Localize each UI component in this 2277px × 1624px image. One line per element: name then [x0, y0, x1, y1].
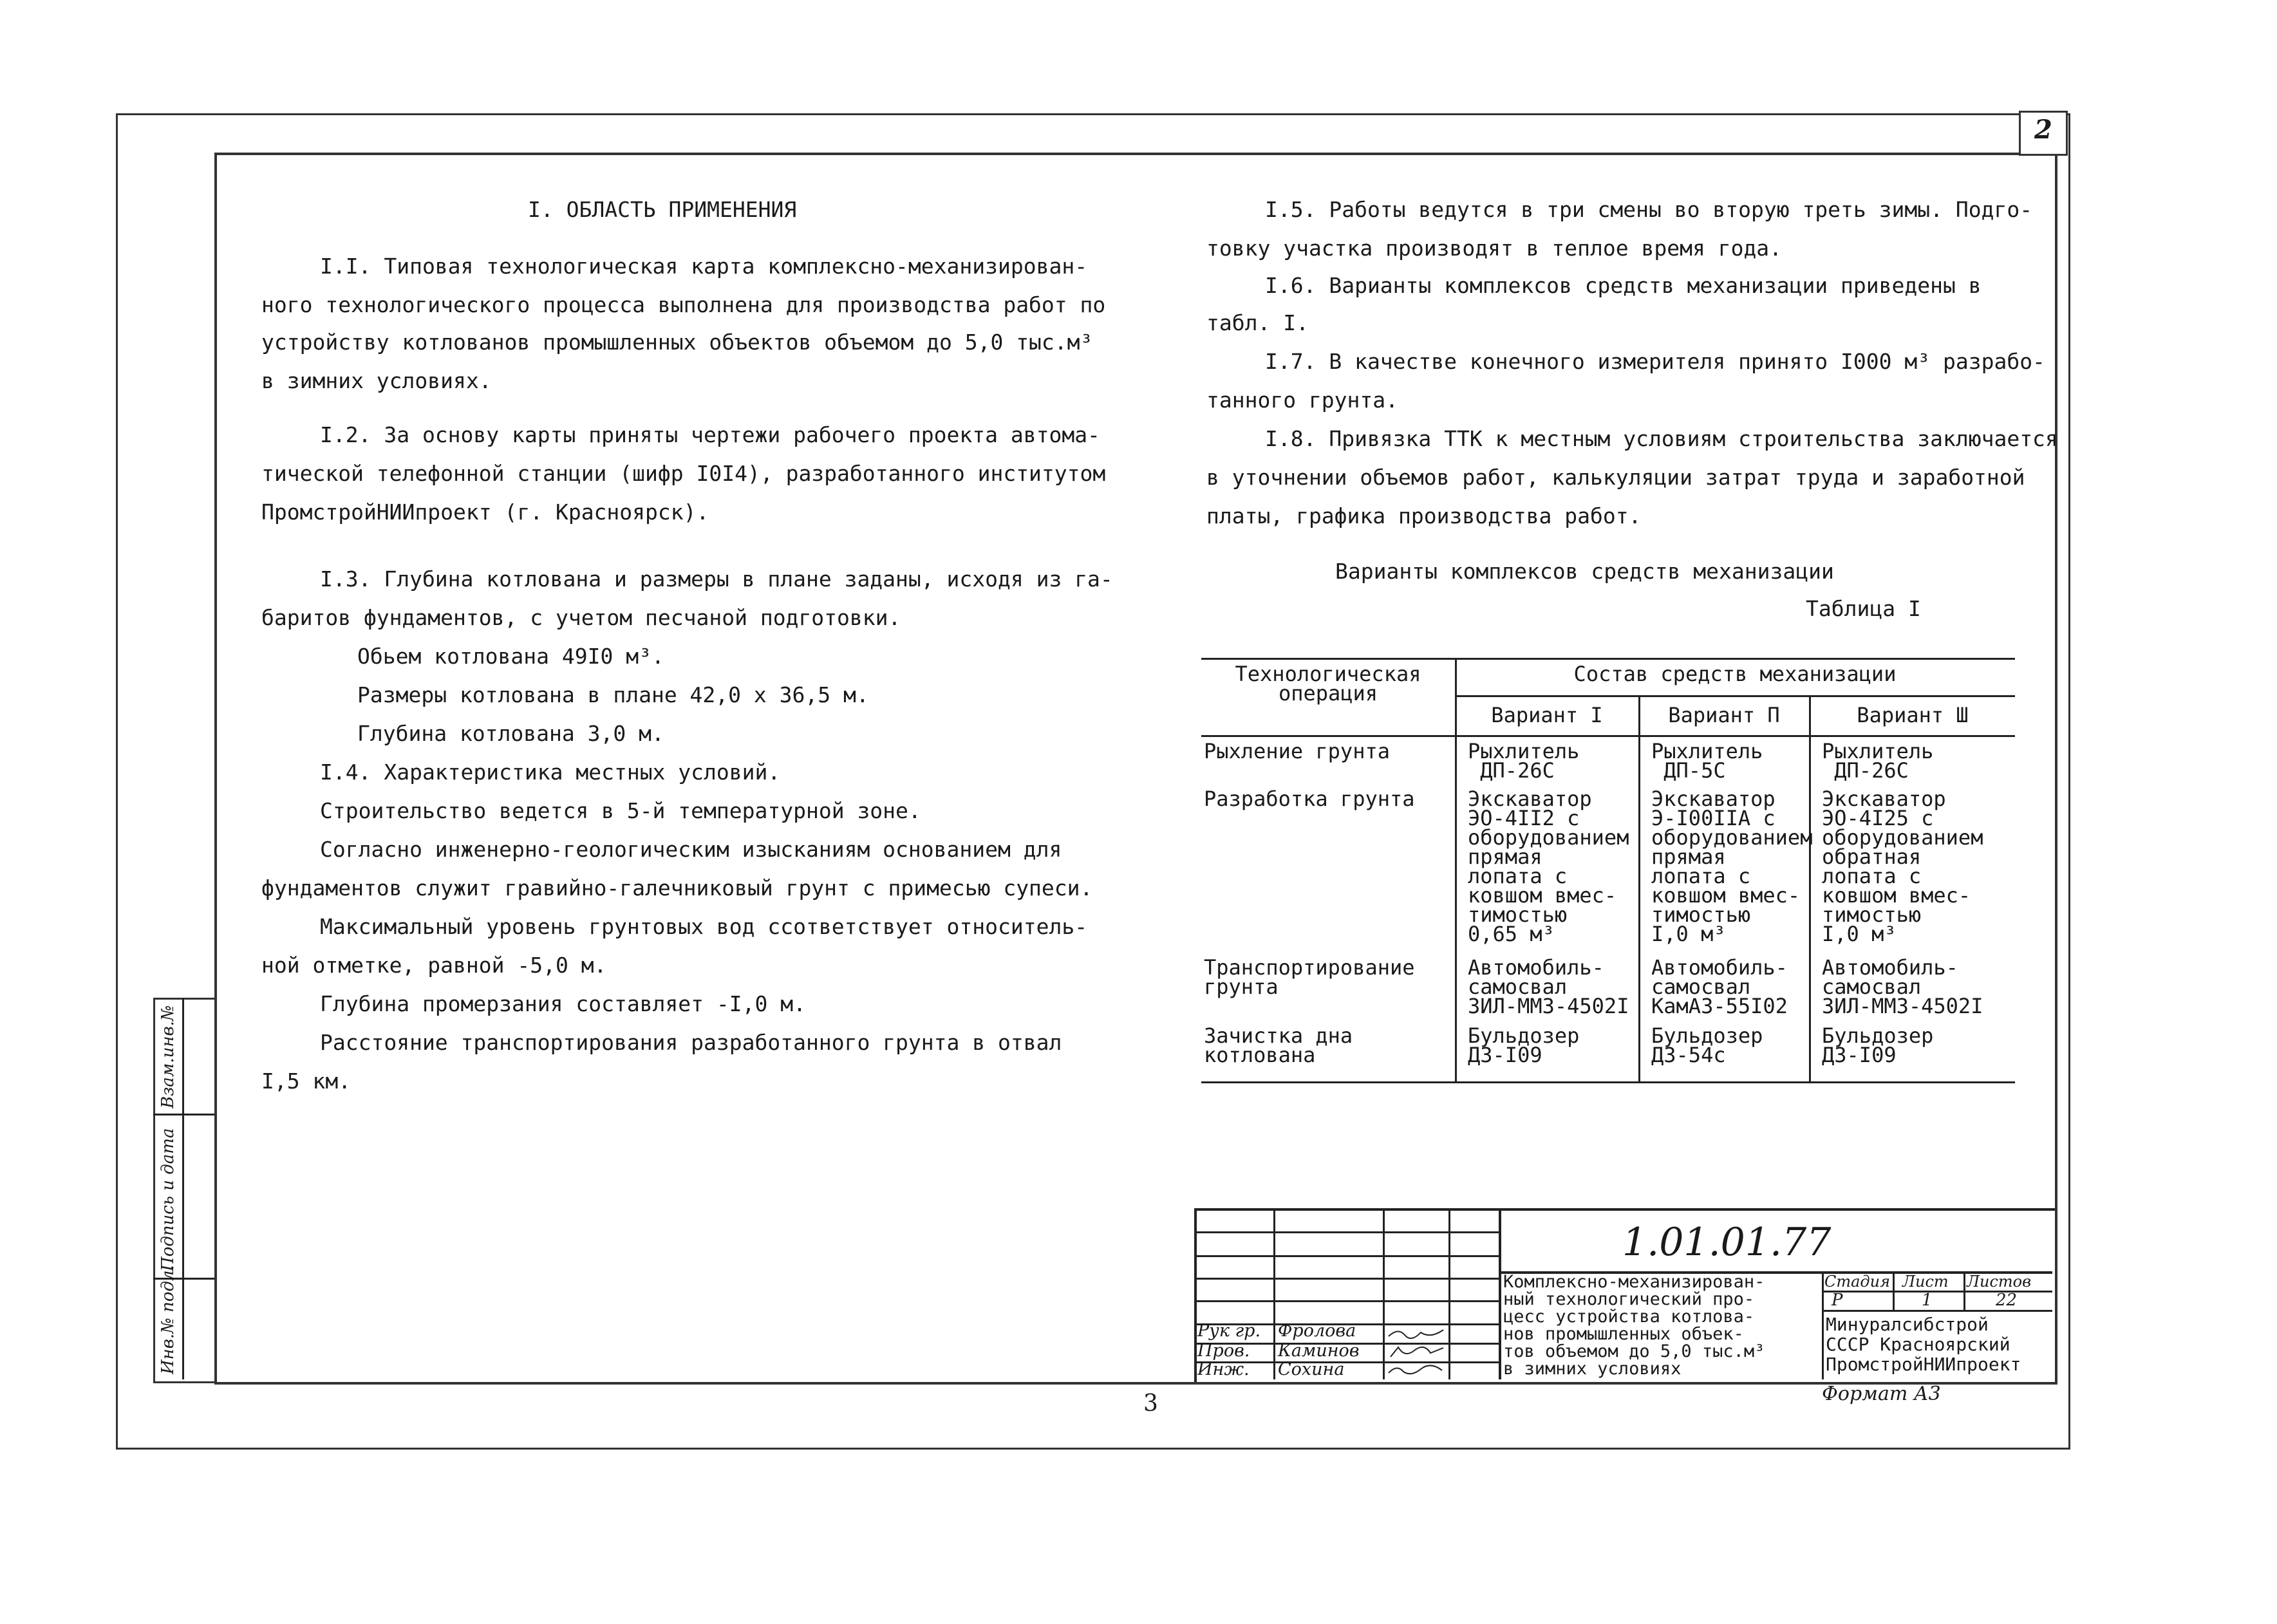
left-line: I.I. Типовая технологическая карта комплексно-механизирован-: [320, 254, 1088, 279]
stamp-vzam-inv: Взам.инв.№: [158, 1005, 178, 1108]
section-heading: I. ОБЛАСТЬ ПРИМЕНЕНИЯ: [528, 197, 797, 222]
left-line: Глубина промерзания составляет -I,0 м.: [320, 991, 806, 1016]
left-line: I.2. За основу карты приняты чертежи рабочего проекта автома-: [320, 422, 1100, 447]
signature-1: [1385, 1325, 1446, 1343]
left-line: Расстояние транспортирования разработанного грунта в отвал: [320, 1030, 1062, 1055]
header-variant-3: Вариант Ш: [1857, 703, 1969, 727]
left-line: Глубина котлована 3,0 м.: [357, 721, 664, 746]
row-cell: Экскаватор ЭО-4I25 с оборудованием обратная лопата с ковшом вмес- тимостью I,0 м³: [1822, 787, 1983, 946]
header-mechanization: Состав средств механизации: [1573, 662, 1897, 686]
left-line: устройству котлованов промышленных объектов объемом до 5,0 тыс.м³: [261, 330, 1093, 355]
left-line: I,5 км.: [261, 1069, 351, 1094]
person-name: Сохина: [1278, 1359, 1345, 1379]
header-variant-2: Вариант П: [1668, 703, 1780, 727]
row-cell: Бульдозер ДЗ-I09: [1468, 1023, 1580, 1067]
signature-2: [1385, 1344, 1446, 1361]
left-line: ПромстройНИИпроект (г. Красноярск).: [261, 499, 709, 525]
row-operation: Рыхление грунта: [1204, 739, 1390, 763]
left-line: ной отметке, равной -5,0 м.: [261, 953, 607, 978]
sheets-value: 22: [1996, 1291, 2018, 1310]
format-label: Формат А3: [1822, 1383, 1941, 1405]
row-operation: Транспортирование грунта: [1204, 955, 1415, 999]
right-line: платы, графика производства работ.: [1206, 503, 1642, 528]
page-number: 2: [2034, 115, 2052, 145]
left-line: I.4. Характеристика местных условий.: [320, 760, 781, 785]
bottom-page-number: 3: [1143, 1390, 1158, 1417]
left-line: ного технологического процесса выполнена для производства работ по: [261, 292, 1106, 317]
stamp-signature-date: Подпись и дата: [158, 1128, 178, 1271]
role-label: Инж.: [1197, 1359, 1250, 1379]
left-line: тической телефонной станции (шифр I0I4), разработанного институтом: [261, 461, 1106, 486]
left-line: Размеры котлована в плане 42,0 х 36,5 м.: [357, 682, 869, 707]
row-cell: Рыхлитель ДП-5С: [1651, 739, 1763, 783]
row-cell: Автомобиль- самосвал ЗИЛ-ММЗ-4502I: [1822, 955, 1983, 1018]
document-code: 1.01.01.77: [1622, 1220, 1832, 1265]
person-name: Фролова: [1278, 1321, 1356, 1341]
left-line: фундаментов служит гравийно-галечниковый грунт с примесью супеси.: [261, 875, 1093, 901]
table-title: Варианты комплексов средств механизации: [1335, 559, 1834, 584]
row-cell: Рыхлитель ДП-26С: [1468, 739, 1580, 783]
row-cell: Автомобиль- самосвал КамАЗ-55I02: [1651, 955, 1788, 1018]
left-line: I.3. Глубина котлована и размеры в плане заданы, исходя из га-: [320, 566, 1113, 592]
person-name: Каминов: [1278, 1341, 1360, 1361]
document-description: Комплексно-механизирован- ный технологический про- цесс устройства котлова- нов промышленных объек- тов объемом до 5,0 тыс.м³ в зимних условиях: [1503, 1272, 1765, 1379]
right-line: товку участка производят в теплое время года.: [1206, 236, 1783, 261]
row-cell: Экскаватор ЭО-4II2 с оборудованием прямая лопата с ковшом вмес- тимостью 0,65 м³: [1468, 787, 1629, 946]
row-cell: Бульдозер ДЗ-54с: [1651, 1023, 1763, 1067]
left-line: Строительство ведется в 5-й температурной зоне.: [320, 798, 921, 823]
signature-3: [1385, 1363, 1446, 1378]
role-label: Рук гр.: [1197, 1321, 1261, 1341]
row-operation: Разработка грунта: [1204, 787, 1415, 811]
right-line: I.7. В качестве конечного измерителя принято I000 м³ разрабо-: [1265, 349, 2045, 374]
row-operation: Зачистка дна котлована: [1204, 1023, 1353, 1067]
header-variant-1: Вариант I: [1491, 703, 1603, 727]
table-label: Таблица I: [1806, 596, 1921, 621]
sheet-label: Лист: [1902, 1273, 1949, 1291]
right-line: табл. I.: [1206, 310, 1309, 335]
right-line: I.6. Варианты комплексов средств механизации приведены в: [1265, 273, 1982, 298]
left-line: Обьем котлована 49I0 м³.: [357, 644, 664, 669]
row-cell: Рыхлитель ДП-26С: [1822, 739, 1934, 783]
left-line: в зимних условиях.: [261, 368, 492, 393]
left-line: баритов фундаментов, с учетом песчаной подготовки.: [261, 605, 901, 630]
role-label: Пров.: [1197, 1341, 1250, 1361]
stamp-inv-podl: Инв.№ подл.: [158, 1265, 178, 1374]
right-line: танного грунта.: [1206, 387, 1399, 413]
row-cell: Автомобиль- самосвал ЗИЛ-ММЗ-4502I: [1468, 955, 1629, 1018]
sheets-label: Листов: [1967, 1273, 2032, 1291]
right-line: в уточнении объемов работ, калькуляции затрат труда и заработной: [1206, 465, 2025, 490]
sheet-value: 1: [1922, 1291, 1933, 1310]
row-cell: Бульдозер ДЗ-I09: [1822, 1023, 1934, 1067]
left-line: Согласно инженерно-геологическим изысканиям основанием для: [320, 837, 1062, 862]
right-line: I.8. Привязка ТТК к местным условиям строительства заключается: [1265, 426, 2058, 451]
left-line: Максимальный уровень грунтовых вод ссответствует относитель-: [320, 914, 1088, 939]
header-operation: Технологическая операция: [1235, 662, 1421, 705]
right-line: I.5. Работы ведутся в три смены во вторую треть зимы. Подго-: [1265, 197, 2033, 222]
row-cell: Экскаватор Э-I00IIА с оборудованием прямая лопата с ковшом вмес- тимостью I,0 м³: [1651, 787, 1813, 946]
organization: Минуралсибстрой СССР Красноярский ПромстройНИИпроект: [1826, 1314, 2021, 1375]
stage-value: Р: [1832, 1291, 1843, 1310]
stage-label: Стадия: [1824, 1273, 1890, 1291]
